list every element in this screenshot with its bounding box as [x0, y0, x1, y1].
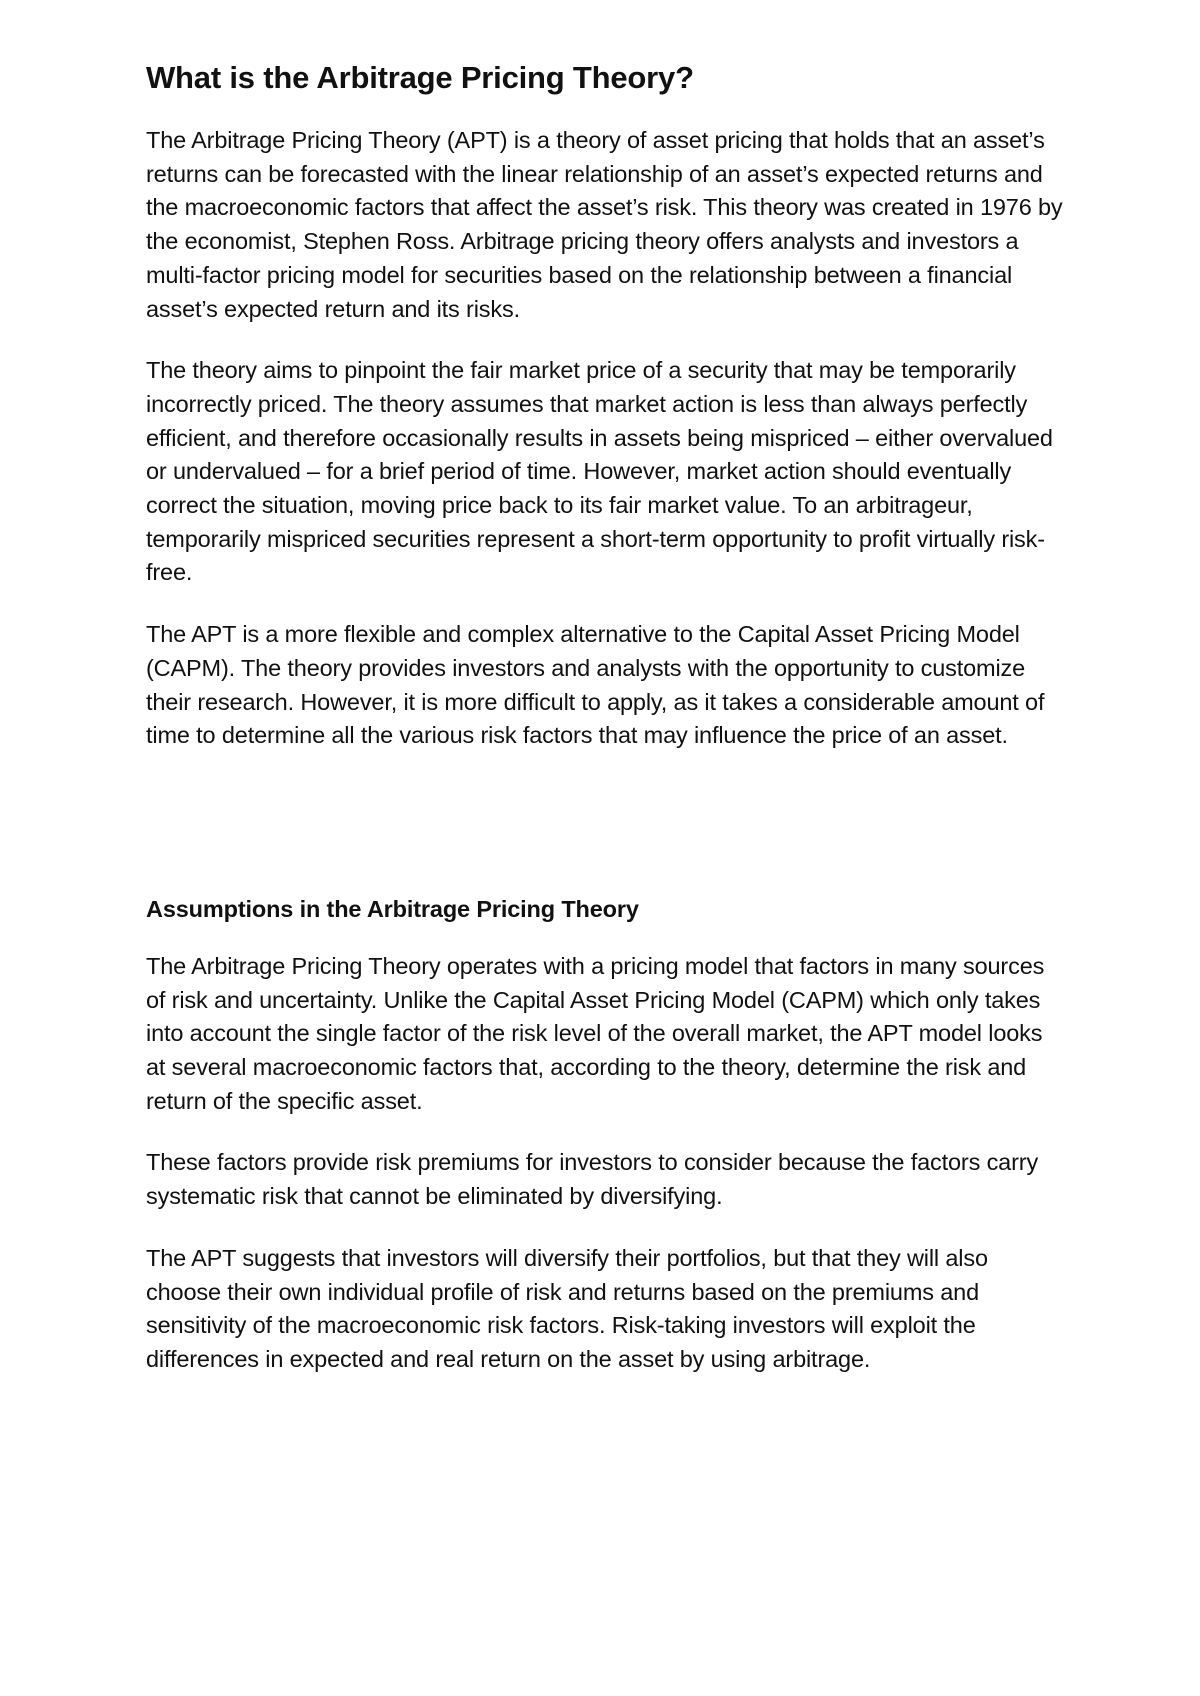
page-title: What is the Arbitrage Pricing Theory?	[146, 60, 694, 95]
assumptions-paragraph-2: These factors provide risk premiums for investors to consider because the factors carry systematic risk that cannot be eliminated by diversifying.	[146, 1149, 1039, 1210]
intro-paragraph-3: The APT is a more flexible and complex alternative to the Capital Asset Pricing Model (CAPM). The theory provides investors and analysts with the opportunity to customize their research. However, it is more difficult to apply, as it takes a considerable amount of time to determine all the various risk factors that may influence the price of an asset.	[146, 621, 1045, 749]
intro-paragraph-1: The Arbitrage Pricing Theory (APT) is a theory of asset pricing that holds that an asset’s returns can be forecasted with the linear relationship of an asset’s expected returns and the macroeconomic factors that affect the asset’s risk. This theory was created in 1976 by the economist, Stephen Ross. Arbitrage pricing theory offers analysts and investors a multi-factor pricing model for securities based on the relationship between a financial asset’s expected return and its risks.	[146, 127, 1063, 322]
intro-paragraph-2: The theory aims to pinpoint the fair market price of a security that may be temporarily incorrectly priced. The theory assumes that market action is less than always perfectly efficient, and therefore occasionally results in assets being mispriced – either overvalued or undervalued – for a brief period of time. However, market action should eventually correct the situation, moving price back to its fair market value. To an arbitrageur, temporarily mispriced securities represent a short-term opportunity to profit virtually risk-free.	[146, 357, 1053, 586]
document-page	[146, 56, 1066, 1405]
assumptions-heading: Assumptions in the Arbitrage Pricing Theory	[146, 895, 639, 922]
assumptions-paragraph-3: The APT suggests that investors will diversify their portfolios, but that they will also choose their own individual profile of risk and returns based on the premiums and sensitivity of the macroeconomic risk factors. Risk-taking investors will exploit the differences in expected and real return on the asset by using arbitrage.	[146, 1244, 988, 1372]
assumptions-paragraph-1: The Arbitrage Pricing Theory operates with a pricing model that factors in many sources of risk and uncertainty. Unlike the Capital Asset Pricing Model (CAPM) which only takes into account the single factor of the risk level of the overall market, the APT model looks at several macroeconomic factors that, according to the theory, determine the risk and return of the specific asset.	[146, 952, 1045, 1114]
section-spacer	[146, 781, 1066, 893]
